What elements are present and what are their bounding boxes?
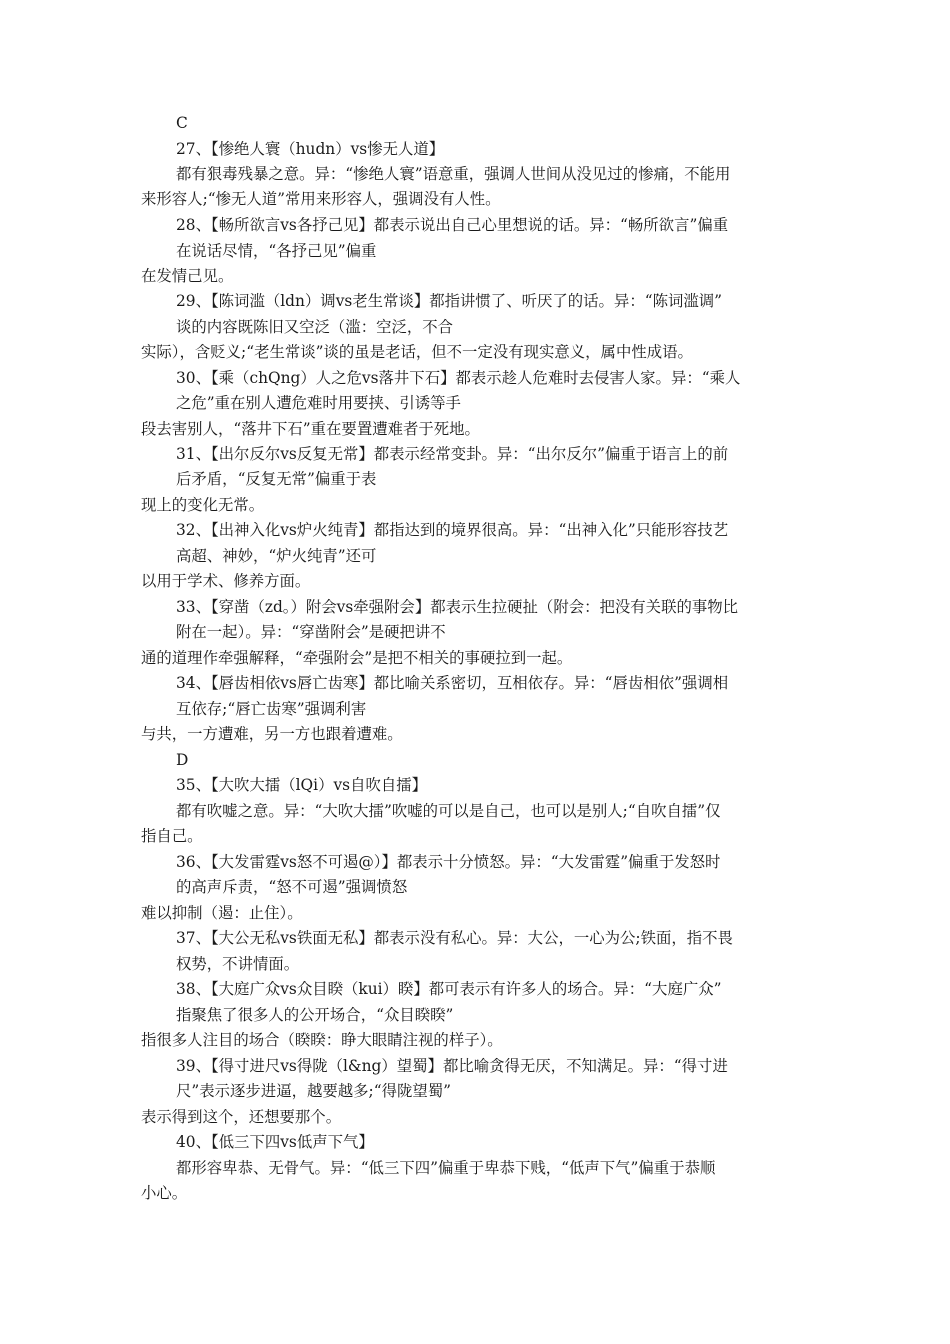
entry-36-line-3: 难以抑制（遏：止住）。 [141, 904, 303, 922]
entry-38-line-3: 指很多人注目的场合（睽睽：睁大眼睛注视的样子）。 [141, 1031, 503, 1049]
entry-34-line-3: 与共，一方遭难，另一方也跟着遭难。 [141, 725, 403, 743]
entry-40-line-2: 小心。 [141, 1184, 188, 1202]
entry-29-line-1: 29、【陈词滥（ldn）调vs老生常谈】都指讲惯了、听厌了的话。异：“陈词滥调” [176, 292, 723, 310]
entry-27-line-1: 都有狠毒残暴之意。异：“惨绝人寰”语意重，强调人世间从没见过的惨痛，不能用 [176, 165, 731, 183]
entry-33-line-2: 附在一起）。异：“穿凿附会”是硬把讲不 [176, 623, 446, 641]
entry-35-title: 35、【大吹大擂（lQi）vs自吹自擂】 [176, 776, 428, 794]
entry-31-line-1: 31、【出尔反尔vs反复无常】都表示经常变卦。异：“出尔反尔”偏重于语言上的前 [176, 445, 729, 463]
entry-33-line-3: 通的道理作牵强解释，“牵强附会”是把不相关的事硬拉到一起。 [141, 649, 573, 667]
entry-30-line-1: 30、【乘（chQng）人之危vs落井下石】都表示趁人危难时去侵害人家。异：“乘人 [176, 369, 741, 387]
entry-32-line-1: 32、【出神入化vs炉火纯青】都指达到的境界很高。异：“出神入化”只能形容技艺 [176, 521, 729, 539]
entry-37-line-2: 权势，不讲情面。 [176, 955, 300, 973]
entry-40-title: 40、【低三下四vs低声下气】 [176, 1133, 374, 1151]
entry-38-line-1: 38、【大庭广众vs众目睽（kui）睽】都可表示有许多人的场合。异：“大庭广众” [176, 980, 722, 998]
entry-27-title: 27、【惨绝人寰（hudn）vs惨无人道】 [176, 140, 445, 158]
entry-37-line-1: 37、【大公无私vs铁面无私】都表示没有私心。异：大公，一心为公;铁面，指不畏 [176, 929, 733, 947]
entry-27-line-2: 来形容人;“惨无人道”常用来形容人，强调没有人性。 [141, 190, 501, 208]
entry-39-line-2: 尺”表示逐步进逼，越要越多;“得陇望蜀” [176, 1082, 452, 1100]
entry-32-line-2: 高超、神妙，“炉火纯青”还可 [176, 547, 377, 565]
entry-35-line-1: 都有吹嘘之意。异：“大吹大擂”吹嘘的可以是自己，也可以是别人;“自吹自擂”仅 [176, 802, 721, 820]
entry-38-line-2: 指聚焦了很多人的公开场合，“众目睽睽” [176, 1006, 454, 1024]
entry-39-line-3: 表示得到这个，还想要那个。 [141, 1108, 342, 1126]
entry-40-line-1: 都形容卑恭、无骨气。异：“低三下四”偏重于卑恭下贱，“低声下气”偏重于恭顺 [176, 1159, 716, 1177]
section-letter-d: D [176, 751, 189, 769]
entry-28-line-3: 在发情己见。 [141, 267, 234, 285]
entry-29-line-2: 谈的内容既陈旧又空泛（滥：空泛，不合 [176, 318, 454, 336]
entry-34-line-1: 34、【唇齿相依vs唇亡齿寒】都比喻关系密切，互相依存。异：“唇齿相依”强调相 [176, 674, 729, 692]
entry-31-line-3: 现上的变化无常。 [141, 496, 265, 514]
entry-36-line-1: 36、【大发雷霆vs怒不可遏@）】都表示十分愤怒。异：“大发雷霆”偏重于发怒时 [176, 853, 721, 871]
entry-28-line-1: 28、【畅所欲言vs各抒己见】都表示说出自己心里想说的话。异：“畅所欲言”偏重 [176, 216, 729, 234]
entry-39-line-1: 39、【得寸进尺vs得陇（l&ng）望蜀】都比喻贪得无厌，不知满足。异：“得寸进 [176, 1057, 728, 1075]
entry-31-line-2: 后矛盾，“反复无常”偏重于表 [176, 470, 377, 488]
entry-30-line-2: 之危”重在别人遭危难时用要挟、引诱等手 [176, 394, 461, 412]
entry-34-line-2: 互依存;“唇亡齿寒”强调利害 [176, 700, 367, 718]
entry-35-line-2: 指自己。 [141, 827, 203, 845]
entry-28-line-2: 在说话尽情，“各抒己见”偏重 [176, 242, 377, 260]
entry-29-line-3: 实际），含贬义;“老生常谈”谈的虽是老话，但不一定没有现实意义，属中性成语。 [141, 343, 693, 361]
entry-33-line-1: 33、【穿凿（zd。）附会vs牵强附会】都表示生拉硬扯（附会：把没有关联的事物比 [176, 598, 739, 616]
entry-36-line-2: 的高声斥责，“怒不可遏”强调愤怒 [176, 878, 408, 896]
entry-30-line-3: 段去害别人，“落井下石”重在要置遭难者于死地。 [141, 420, 480, 438]
entry-32-line-3: 以用于学术、修养方面。 [141, 572, 311, 590]
section-letter-c: C [176, 114, 188, 132]
